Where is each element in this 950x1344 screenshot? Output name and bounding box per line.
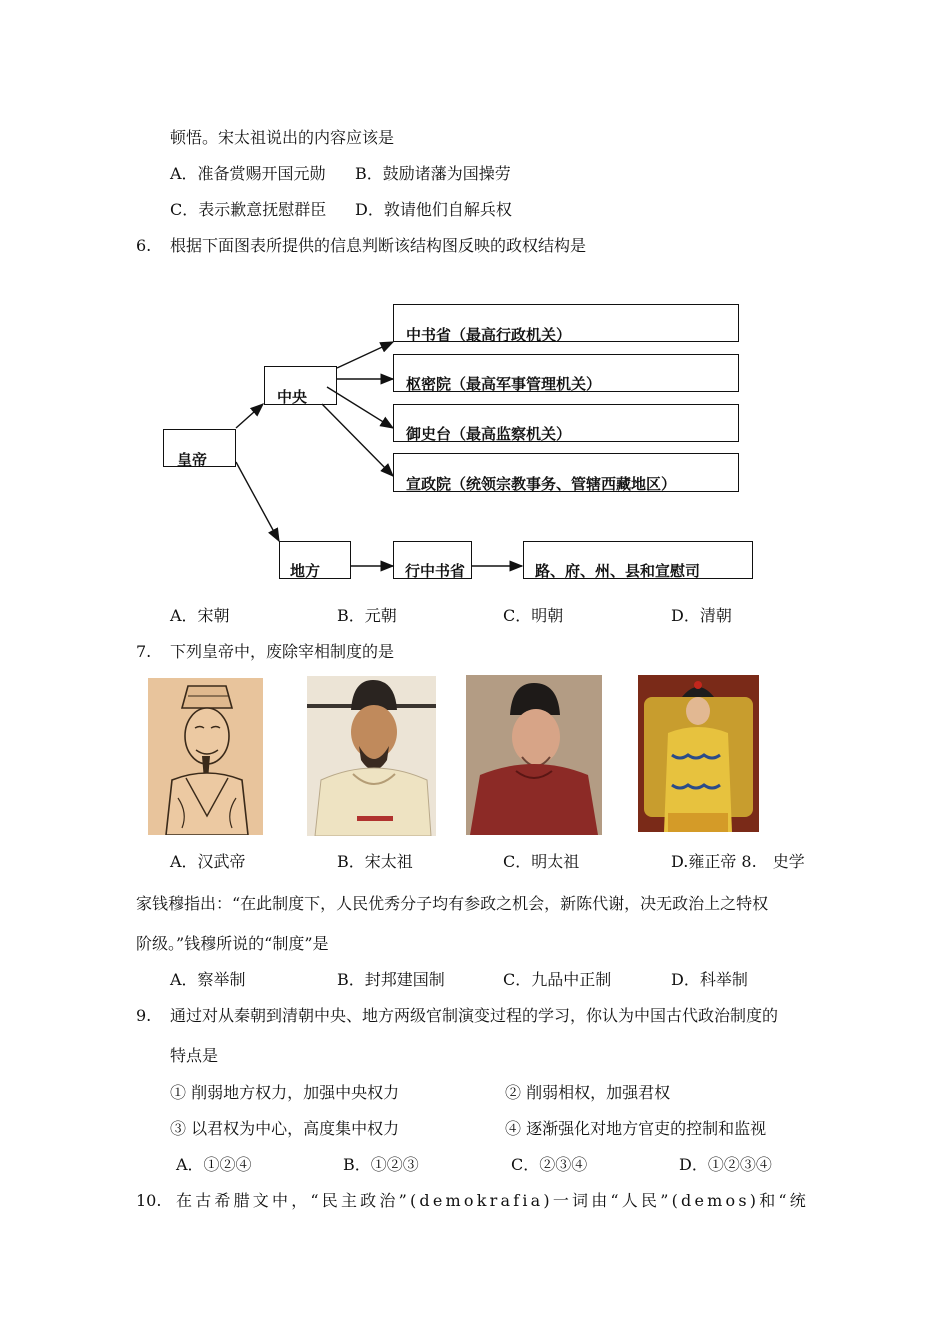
q9-item-2: ② 削弱相权，加强君权 [505, 1083, 671, 1102]
q8-option-d: D．科举制 [671, 970, 748, 989]
q8-option-a: A．察举制 [170, 970, 246, 989]
q7-option-a: A．汉武帝 [170, 852, 246, 871]
q6-option-d: D．清朝 [671, 606, 732, 625]
q6-option-c: C．明朝 [503, 606, 564, 625]
q7-option-d: D.雍正帝 8. 史学 [671, 852, 805, 871]
q5-option-c: C．表示歉意抚慰群臣 [170, 200, 327, 219]
q5-continuation: 顿悟。宋太祖说出的内容应该是 [170, 128, 395, 147]
zhongshu-label: 中书省（最高行政机关） [406, 326, 572, 344]
q7-option-b: B．宋太祖 [337, 852, 413, 871]
portrait-han-wudi [148, 678, 263, 835]
portrait-yongzheng [638, 675, 759, 832]
q9-stem-line1: 通过对从秦朝到清朝中央、地方两级官制演变过程的学习，你认为中国古代政治制度的 [170, 1006, 779, 1025]
xingzhong-label: 行中书省 [405, 562, 466, 580]
shumi-label: 枢密院（最高军事管理机关） [406, 375, 602, 393]
q9-stem-line2: 特点是 [170, 1046, 219, 1065]
q9-option-b: B．①②③ [343, 1155, 419, 1174]
q9-item-3: ③ 以君权为中心，高度集中权力 [170, 1119, 400, 1138]
q9-item-4: ④ 逐渐强化对地方官吏的控制和监视 [505, 1119, 767, 1138]
central-label: 中央 [277, 388, 308, 406]
q10-number: 10. [136, 1191, 162, 1210]
q10-stem: 在古希腊文中，“民主政治”(demokrafia)一词由“人民”(demos)和“统 [176, 1191, 809, 1210]
q9-number: 9. [136, 1006, 152, 1025]
q7-option-c: C．明太祖 [503, 852, 580, 871]
emperor-label: 皇帝 [177, 451, 208, 469]
q8-option-c: C．九品中正制 [503, 970, 612, 989]
q9-option-d: D．①②③④ [679, 1155, 772, 1174]
q9-item-1: ① 削弱地方权力，加强中央权力 [170, 1083, 400, 1102]
q8-line1: 家钱穆指出：“在此制度下，人民优秀分子均有参政之机会，新陈代谢，决无政治上之特权 [136, 894, 769, 913]
q6-option-a: A．宋朝 [170, 606, 230, 625]
q5-option-b: B．鼓励诸藩为国操劳 [355, 164, 511, 183]
q7-stem: 下列皇帝中，废除宰相制度的是 [170, 642, 395, 661]
q6-number: 6. [136, 236, 152, 255]
portrait-ming-taizu [466, 675, 602, 835]
q8-option-b: B．封邦建国制 [337, 970, 445, 989]
yushi-label: 御史台（最高监察机关） [406, 425, 572, 443]
q9-option-a: A．①②④ [176, 1155, 252, 1174]
q6-option-b: B．元朝 [337, 606, 397, 625]
xuanzheng-label: 宣政院（统领宗教事务、管辖西藏地区） [406, 475, 677, 493]
q5-option-d: D．敦请他们自解兵权 [355, 200, 512, 219]
portrait-song-taizu [307, 676, 436, 836]
q9-option-c: C．②③④ [511, 1155, 588, 1174]
q8-line2: 阶级。”钱穆所说的“制度”是 [136, 934, 329, 953]
local-label: 地方 [290, 562, 321, 580]
q6-stem: 根据下面图表所提供的信息判断该结构图反映的政权结构是 [170, 236, 587, 255]
lufu-label: 路、府、州、县和宣慰司 [535, 562, 701, 580]
q5-option-a: A．准备赏赐开国元勋 [170, 164, 326, 183]
q7-number: 7. [136, 642, 152, 661]
